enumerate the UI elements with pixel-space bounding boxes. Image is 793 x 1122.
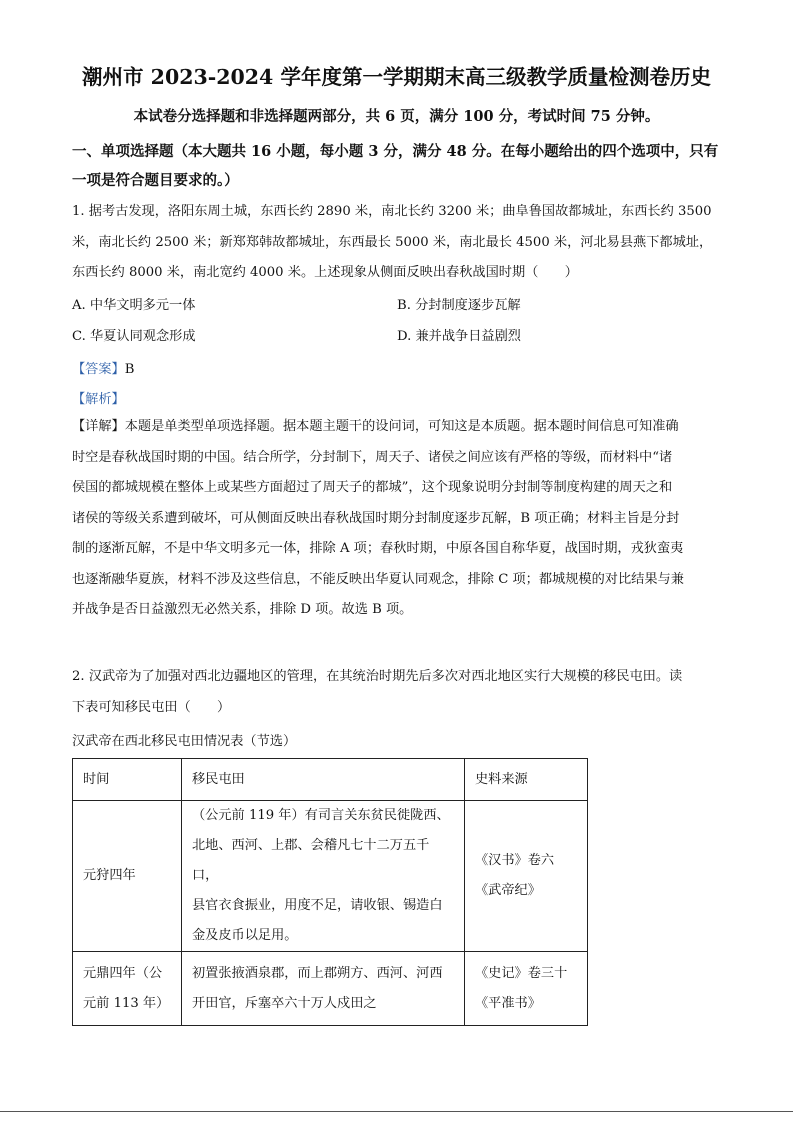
option-b: B. 分封制度逐步瓦解 (397, 298, 521, 313)
question-1-stem (72, 197, 722, 289)
analysis-line (72, 388, 125, 407)
content-cell: 初置张掖酒泉郡，而上郡朔方、西河、河西 开田官，斥塞卒六十万人戍田之 (182, 952, 465, 1026)
page-title: 潮州市 2023-2024 学年度第一学期期末高三级教学质量检测卷历史 (82, 65, 711, 89)
detail-line: 诸侯的等级关系遭到破坏，可从侧面反映出春秋战国时期分封制度逐步瓦解，B 项正确；材料主旨是分封 (72, 510, 680, 526)
header-cell: 时间 (73, 759, 182, 801)
time-cell: 元狩四年 (73, 801, 182, 952)
detail-line: 时空是春秋战国时期的中国。结合所学，分封制下，周天子、诸侯之间应该有严格的等级，而材料中“诸 (72, 449, 673, 465)
table-row (73, 801, 588, 952)
header-cell: 史料来源 (465, 759, 588, 801)
detail-line: 也逐渐融华夏族，材料不涉及这些信息，不能反映出华夏认同观念，排除 C 项；都城规模的对比结果与兼 (72, 571, 684, 587)
stem-line: 1. 据考古发现，洛阳东周土城，东西长约 2890 米，南北长约 3200 米；曲阜鲁国故都城址，东西长约 3500 (72, 204, 712, 219)
exam-instructions: 本试卷分选择题和非选择题两部分，共 6 页，满分 100 分，考试时间 75 分钟。 (133, 108, 660, 125)
content-cell: （公元前 119 年）有司言关东贫民徙陇西、 北地、西河、上郡、会稽凡七十二万五千口， 县官衣食振业，用度不足，请收银、锡造白 金及皮币以足用。 (182, 801, 465, 952)
analysis-tag: 【解析】 (72, 392, 125, 407)
table-caption: 汉武帝在西北移民屯田情况表（节选） (72, 734, 297, 749)
answer-tag: 【答案】 (72, 362, 125, 377)
stem-line: 米，南北长约 2500 米；新郑郑韩故都城址，东西最长 5000 米，南北最长 4500 米，河北易县燕下都城址， (72, 234, 713, 250)
detail-explanation (72, 412, 722, 626)
detail-line: 侯国的都城规模在整体上或某些方面超过了周天子的都城”，这个现象说明分封制等制度构建的周天之和 (72, 480, 673, 495)
option-d: D. 兼并战争日益剧烈 (397, 329, 521, 344)
source-cell: 《汉书》卷六 《武帝纪》 (465, 801, 588, 952)
option-a: A. 中华文明多元一体 (72, 298, 196, 313)
detail-line: 【详解】本题是单类型单项选择题。据本题主题干的设问词，可知这是本质题。据本题时间信息可知准确 (72, 419, 679, 434)
source-cell: 《史记》卷三十 《平准书》 (465, 952, 588, 1026)
detail-line: 并战争是否日益激烈无必然关系，排除 D 项。故选 B 项。 (72, 602, 413, 617)
stem-line: 下表可知移民屯田（ ） (72, 699, 231, 715)
section-heading: 一、单项选择题（本大题共 16 小题，每小题 3 分，满分 48 分。在每小题给出的四个选项中，只有一项是符合题目要求的。） (72, 143, 719, 189)
question-2-stem (72, 662, 722, 723)
detail-line: 制的逐渐瓦解，不是中华文明多元一体，排除 A 项；春秋时期，中原各国自称华夏，战国时期，戎狄蛮夷 (72, 541, 684, 556)
header-cell: 移民屯田 (182, 759, 465, 801)
table-row (73, 952, 588, 1026)
migration-table (72, 758, 588, 1026)
page-bottom-divider (0, 1111, 793, 1112)
time-cell: 元鼎四年（公 元前 113 年） (73, 952, 182, 1026)
stem-line: 东西长约 8000 米，南北宽约 4000 米。上述现象从侧面反映出春秋战国时期（ ） (72, 265, 578, 280)
answer-line (72, 358, 134, 377)
stem-line: 2. 汉武帝为了加强对西北边疆地区的管理，在其统治时期先后多次对西北地区实行大规模的移民屯田。读 (72, 669, 683, 684)
option-c: C. 华夏认同观念形成 (72, 329, 196, 344)
answer-value: B (124, 362, 135, 377)
table-header-row (73, 759, 588, 801)
detail-tag: 【详解】 (72, 419, 125, 434)
